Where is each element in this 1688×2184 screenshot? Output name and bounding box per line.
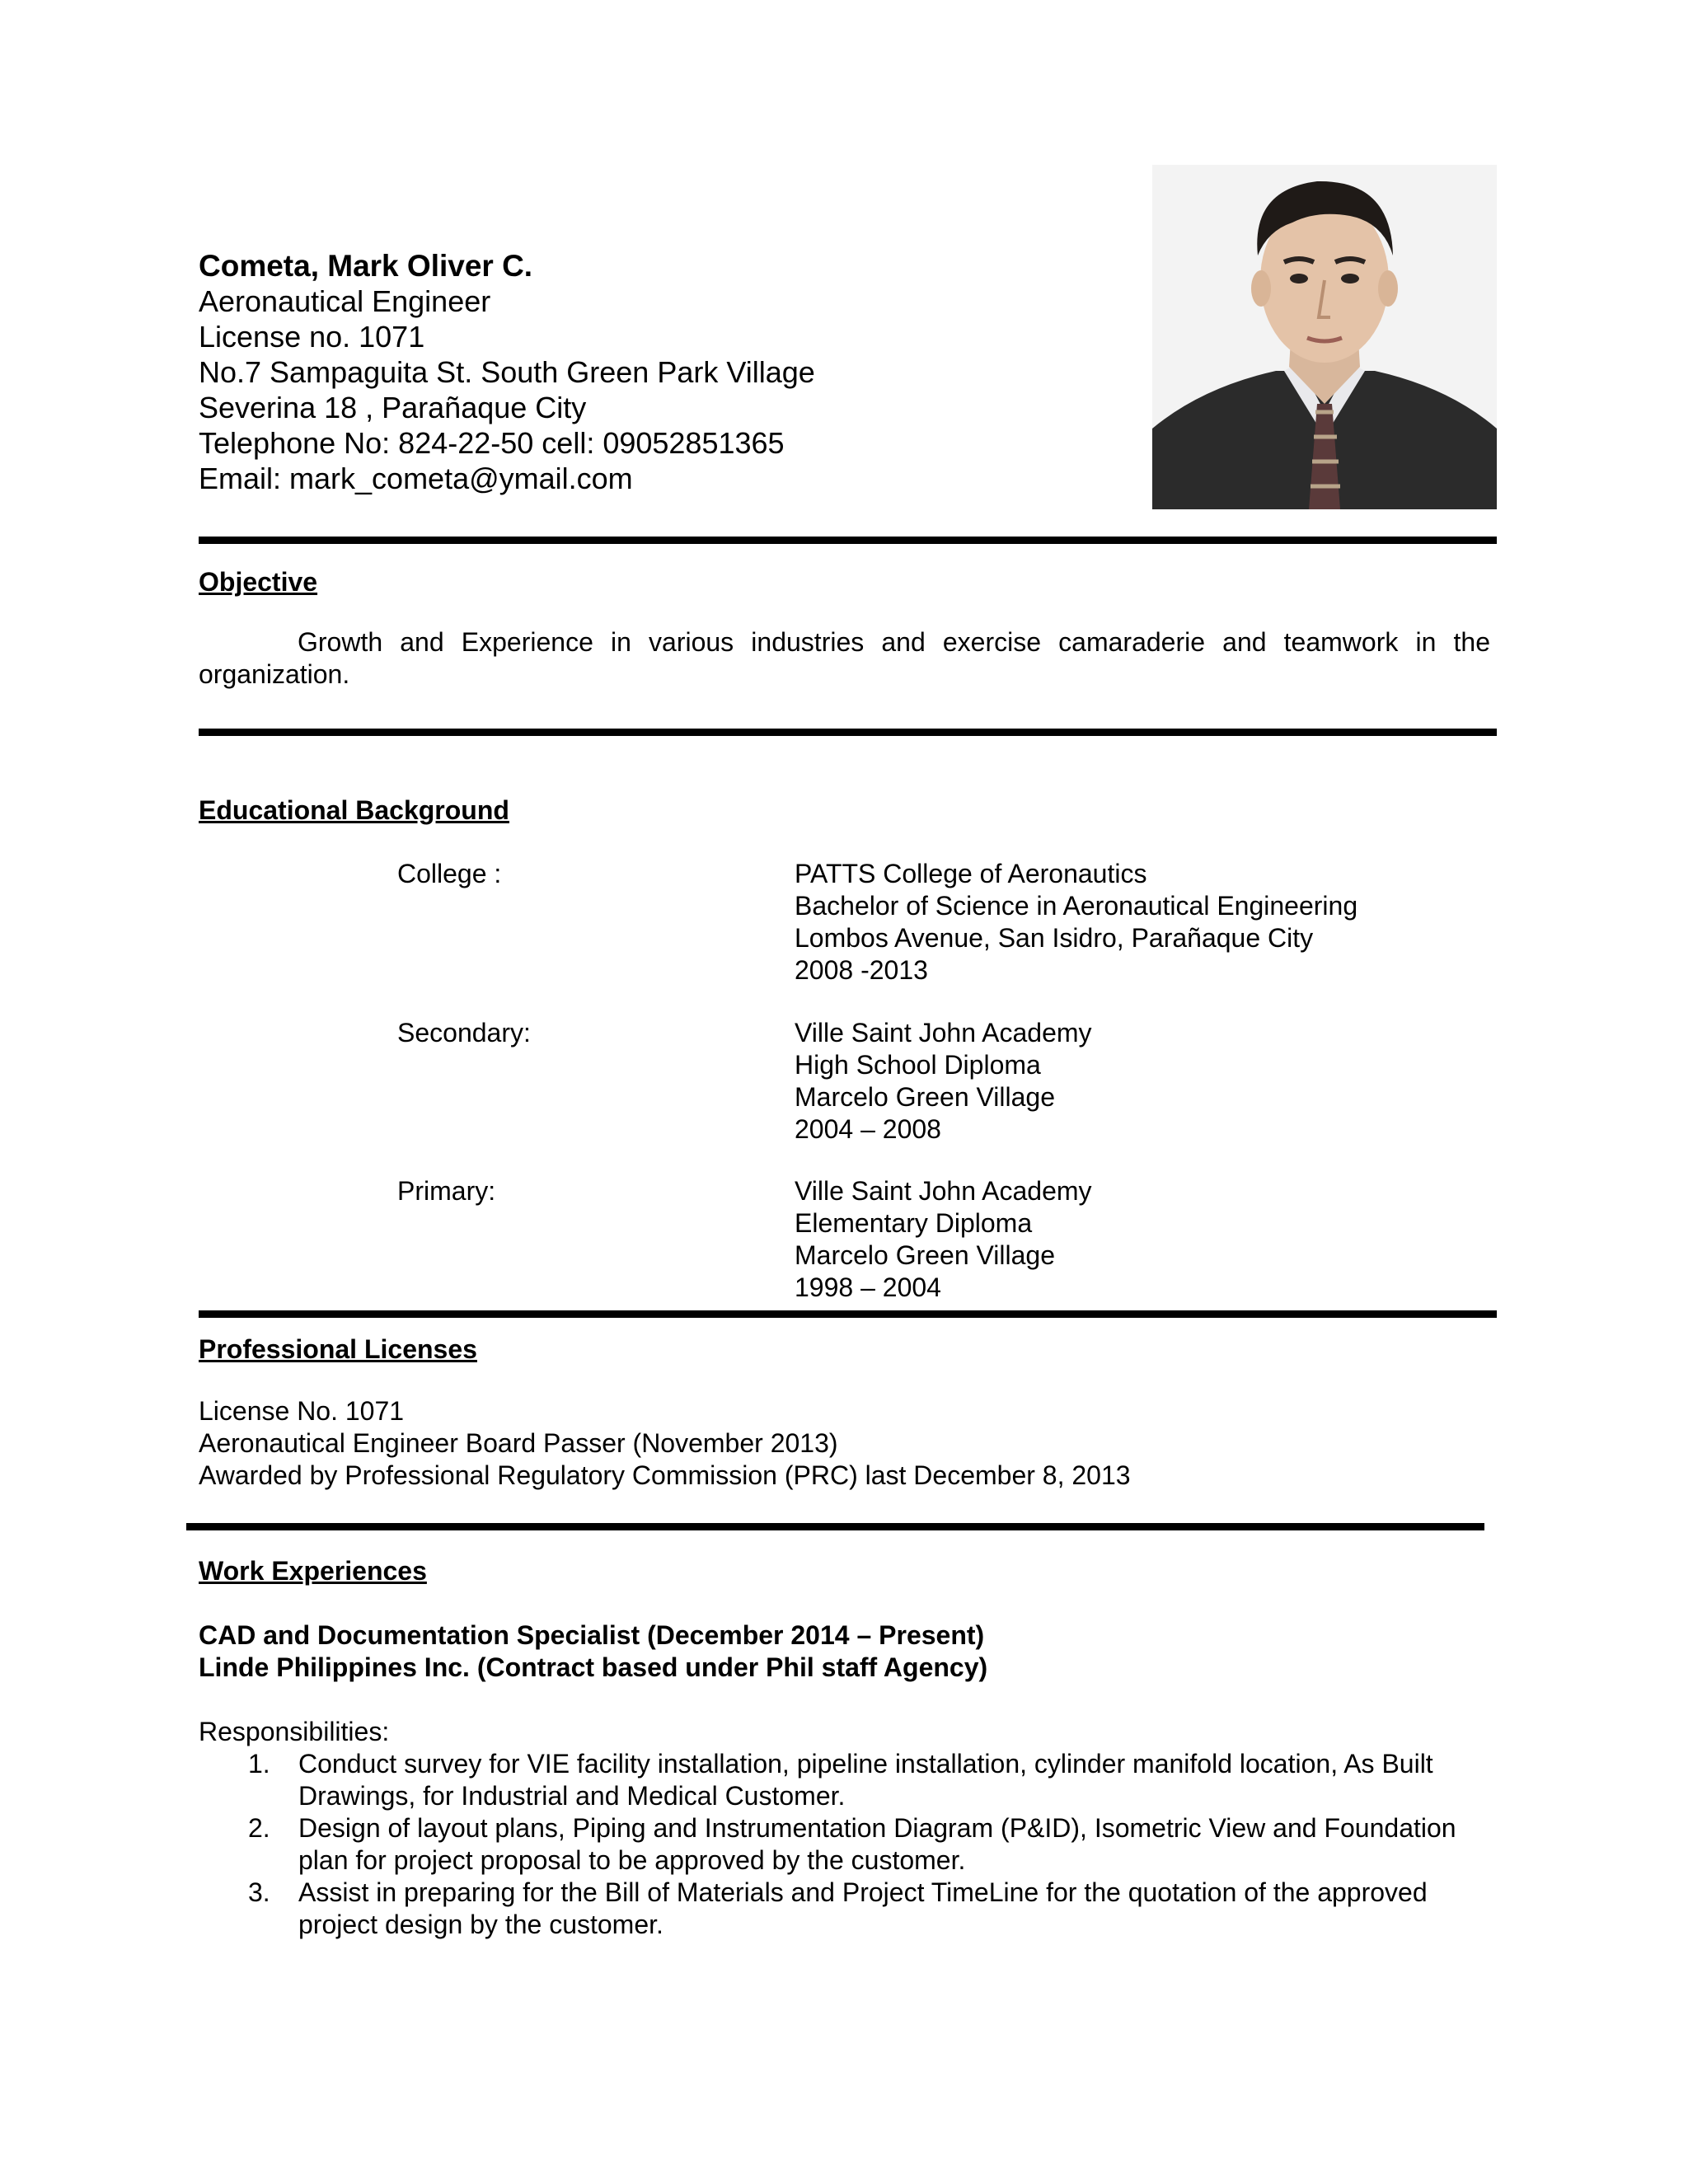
applicant-name: Cometa, Mark Oliver C. xyxy=(199,249,533,283)
licenses-heading: Professional Licenses xyxy=(199,1334,477,1364)
education-label-secondary: Secondary: xyxy=(397,1018,531,1047)
school-years: 1998 – 2004 xyxy=(795,1272,941,1302)
list-item xyxy=(199,1812,1490,1877)
degree: Elementary Diploma xyxy=(795,1208,1033,1238)
responsibility-text: Assist in preparing for the Bill of Materials and Project TimeLine for the quotation of the approved project design by the customer. xyxy=(298,1877,1428,1939)
licenses-details xyxy=(199,1395,1131,1492)
education-label-college: College : xyxy=(397,859,502,888)
responsibilities-list xyxy=(199,1748,1490,1941)
list-number: 1. xyxy=(248,1749,270,1779)
responsibility-text: Design of layout plans, Piping and Instrumentation Diagram (P&ID), Isometric View and Foundation plan for project proposal to be approved by the customer. xyxy=(298,1813,1456,1875)
list-number: 3. xyxy=(248,1877,270,1907)
phone-numbers: Telephone No: 824-22-50 cell: 09052851365 xyxy=(199,426,785,460)
company-name: Linde Philippines Inc. (Contract based under Phil staff Agency) xyxy=(199,1652,988,1682)
responsibility-text: Conduct survey for VIE facility installation, pipeline installation, cylinder manifold location, As Built Drawings, for Industrial and Medical Customer. xyxy=(298,1749,1433,1811)
portrait-photo xyxy=(1152,165,1497,509)
education-heading: Educational Background xyxy=(199,795,509,825)
job-entry xyxy=(199,1619,987,1684)
email-address: Email: mark_cometa@ymail.com xyxy=(199,462,633,495)
license-line: License No. 1071 xyxy=(199,1396,405,1426)
degree: High School Diploma xyxy=(795,1050,1041,1080)
objective-heading: Objective xyxy=(199,567,318,597)
license-line: Aeronautical Engineer Board Passer (November 2013) xyxy=(199,1428,838,1458)
address-line-1: No.7 Sampaguita St. South Green Park Village xyxy=(199,355,815,389)
school-address: Marcelo Green Village xyxy=(795,1240,1056,1270)
education-label-primary: Primary: xyxy=(397,1176,496,1206)
school-name: Ville Saint John Academy xyxy=(795,1018,1092,1047)
divider-licenses xyxy=(186,1523,1484,1530)
position-title: CAD and Documentation Specialist (December 2014 – Present) xyxy=(199,1620,985,1650)
list-number: 2. xyxy=(248,1813,270,1843)
degree: Bachelor of Science in Aeronautical Engineering xyxy=(795,891,1358,921)
school-years: 2004 – 2008 xyxy=(795,1114,941,1144)
school-address: Marcelo Green Village xyxy=(795,1082,1056,1112)
address-line-2: Severina 18 , Parañaque City xyxy=(199,391,587,424)
portrait-icon xyxy=(1152,165,1497,509)
license-number: License no. 1071 xyxy=(199,320,425,354)
education-detail-secondary xyxy=(795,1017,1092,1146)
responsibilities-label: Responsibilities: xyxy=(199,1717,390,1746)
school-address: Lombos Avenue, San Isidro, Parañaque City xyxy=(795,923,1314,953)
objective-text: Growth and Experience in various industries and exercise camaraderie and teamwork in the organization. xyxy=(199,627,1490,689)
license-line: Awarded by Professional Regulatory Commission (PRC) last December 8, 2013 xyxy=(199,1460,1131,1490)
school-years: 2008 -2013 xyxy=(795,955,928,985)
divider-education xyxy=(199,1310,1497,1318)
job-title: Aeronautical Engineer xyxy=(199,284,491,318)
education-detail-college xyxy=(795,858,1357,987)
education-detail-primary xyxy=(795,1175,1092,1304)
divider-header xyxy=(199,537,1497,544)
list-item xyxy=(199,1877,1490,1941)
list-item xyxy=(199,1748,1490,1812)
school-name: Ville Saint John Academy xyxy=(795,1176,1092,1206)
contact-header xyxy=(199,248,815,496)
divider-objective xyxy=(199,729,1497,736)
school-name: PATTS College of Aeronautics xyxy=(795,859,1147,888)
work-heading: Work Experiences xyxy=(199,1556,427,1586)
